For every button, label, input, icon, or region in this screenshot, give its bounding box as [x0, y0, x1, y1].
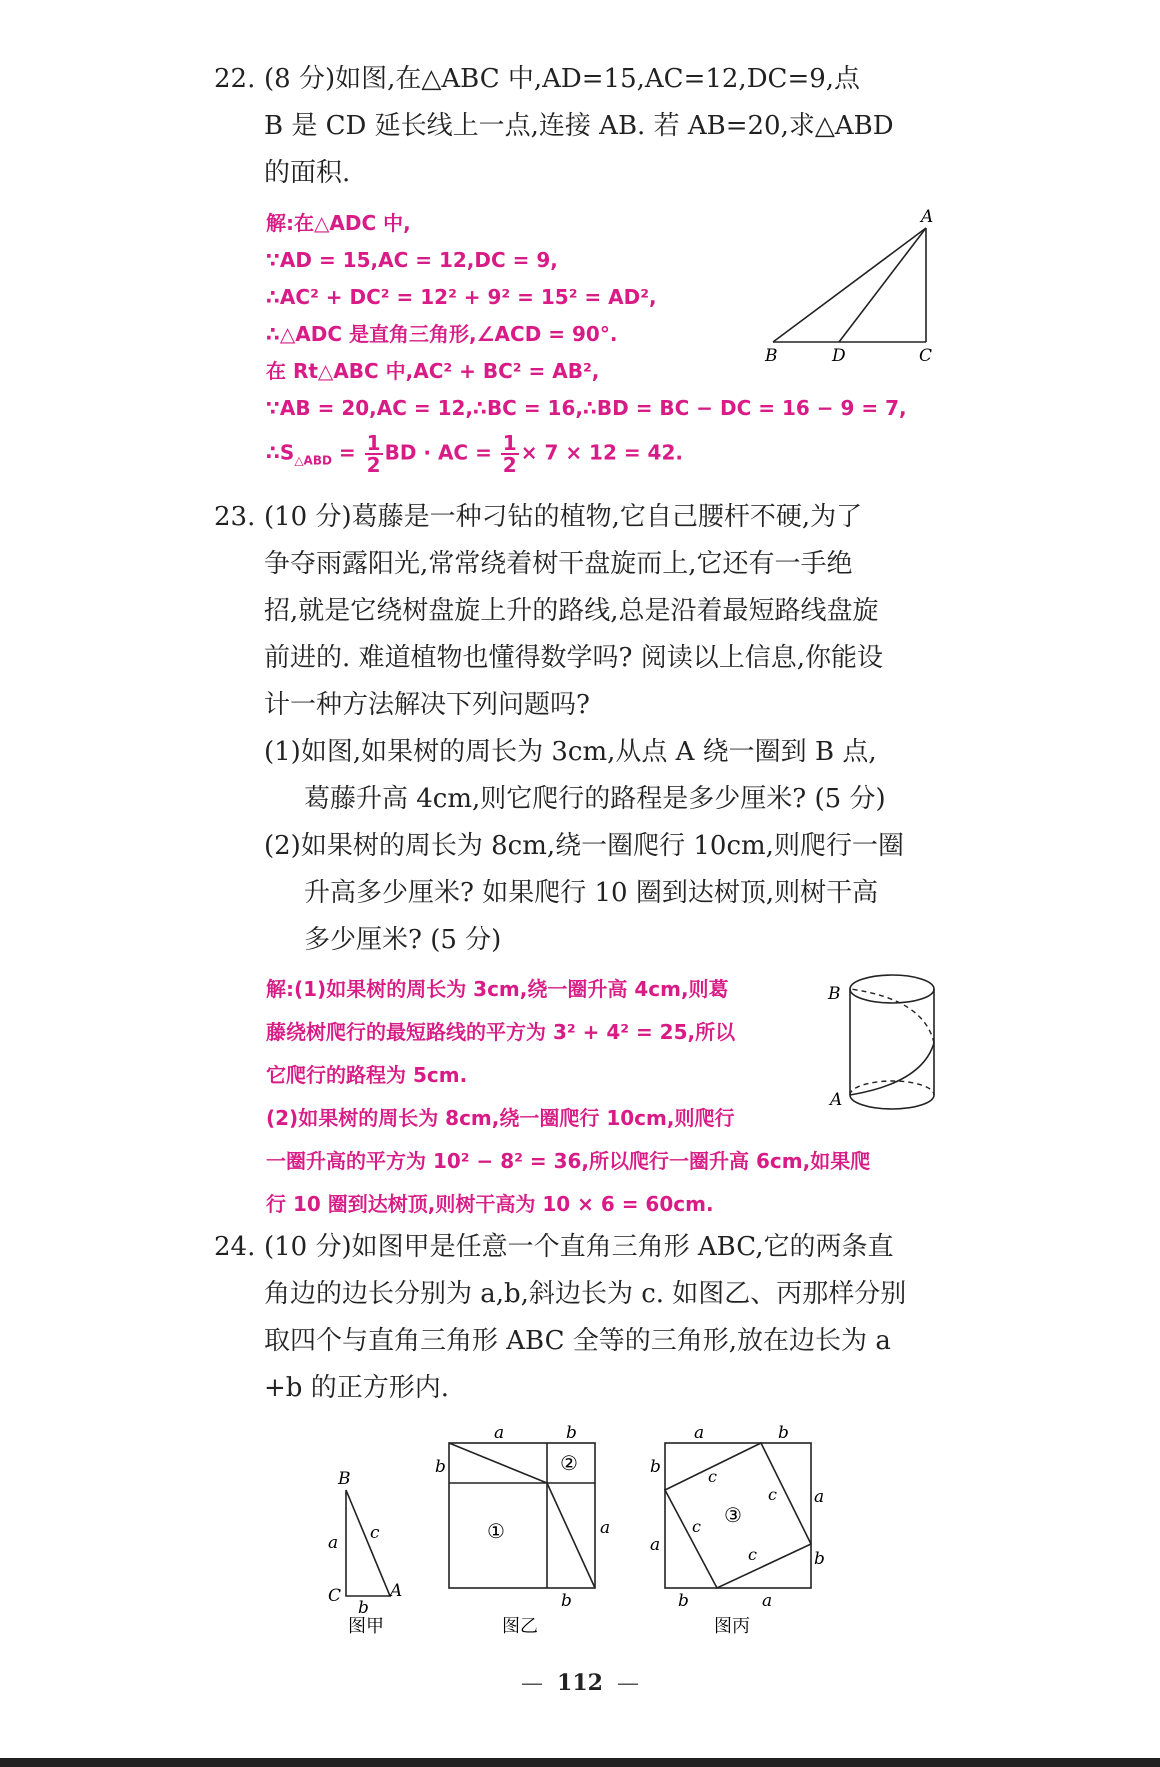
side-label-c: c [708, 1467, 717, 1486]
problem-text-line: +b 的正方形内. [264, 1373, 449, 1403]
problem-text-line: (10 分)葛藤是一种刁钻的植物,它自己腰杆不硬,为了 [264, 502, 863, 532]
figure-bing [648, 1420, 838, 1640]
problem-23 [216, 494, 936, 964]
subquestion-1: (1)如图,如果树的周长为 3cm,从点 A 绕一圈到 B 点, 葛藤升高 4cm,则它爬行的路程是多少厘米? (5 分) [264, 737, 886, 814]
point-label-a: A [921, 207, 934, 227]
problem-text-line: 角边的边长分别为 a,b,斜边长为 c. 如图乙、丙那样分别 [264, 1279, 907, 1309]
point-label-d: D [832, 346, 846, 366]
problem-22 [216, 56, 936, 197]
solution-line: ∵AB = 20,AC = 12,∴BC = 16,∴BD = BC − DC = 16 − 9 = 7, [266, 396, 907, 420]
problem-text-line: 争夺雨露阳光,常常绕着树干盘旋而上,它还有一手绝 [264, 549, 853, 579]
problem-number: 24. [214, 1232, 256, 1262]
cylinder-figure [822, 965, 942, 1120]
side-label: b [650, 1457, 661, 1477]
figure-caption: 图丙 [714, 1616, 750, 1637]
solution-line: 解:在△ADC 中, [266, 211, 411, 235]
problem-number: 22. [214, 64, 256, 94]
triangle-abd-figure [755, 200, 955, 370]
problem-number: 23. [214, 502, 256, 532]
problem-text-line: 招,就是它绕树盘旋上升的路线,总是沿着最短路线盘旋 [264, 596, 879, 626]
region-label: ① [487, 1519, 505, 1543]
figure-yi [432, 1420, 622, 1640]
side-label-a: a [328, 1533, 339, 1553]
solution-line: ∵AD = 15,AC = 12,DC = 9, [266, 248, 558, 272]
side-label: a [650, 1535, 661, 1555]
side-label-c: c [748, 1545, 757, 1564]
side-label: b [566, 1423, 577, 1443]
side-label: a [814, 1487, 825, 1507]
point-label-a: A [830, 1090, 843, 1110]
problem-text-line: 前进的. 难道植物也懂得数学吗? 阅读以上信息,你能设 [264, 643, 883, 673]
problem-text-line: (8 分)如图,在△ABC 中,AD=15,AC=12,DC=9,点 [264, 64, 861, 94]
side-label: b [778, 1423, 789, 1443]
side-label: b [678, 1591, 689, 1611]
side-label: a [494, 1423, 505, 1443]
fraction: $\frac{1}{2}$ [366, 431, 381, 477]
problem-text-line: 的面积. [264, 158, 351, 188]
solution-line: 解:(1)如果树的周长为 3cm,绕一圈升高 4cm,则葛 [266, 977, 729, 1001]
solution-line: 一圈升高的平方为 10² − 8² = 36,所以爬行一圈升高 6cm,如果爬 [266, 1149, 871, 1173]
point-label-b: B [765, 346, 778, 366]
page-number: 112 [557, 1670, 603, 1696]
side-label: b [814, 1549, 825, 1569]
problem-24 [216, 1224, 936, 1412]
side-label-b: b [358, 1598, 369, 1618]
side-label-c: c [768, 1485, 777, 1504]
point-label-a: A [390, 1581, 403, 1601]
side-label-c: c [370, 1523, 380, 1543]
problem-text-line: (10 分)如图甲是任意一个直角三角形 ABC,它的两条直 [264, 1232, 894, 1262]
side-label: b [561, 1591, 572, 1611]
solution-line: ∴△ADC 是直角三角形,∠ACD = 90°. [266, 322, 618, 346]
point-label-c: C [328, 1586, 342, 1606]
figure-caption: 图甲 [348, 1616, 384, 1637]
problem-text-line: 取四个与直角三角形 ABC 全等的三角形,放在边长为 a [264, 1326, 891, 1356]
fraction: $\frac{1}{2}$ [502, 431, 517, 477]
side-label-c: c [692, 1517, 701, 1536]
page-footer: — 112 — [521, 1670, 639, 1696]
problem-text-line: 计一种方法解决下列问题吗? [264, 690, 590, 720]
side-label: a [600, 1518, 611, 1538]
subquestion-2: (2)如果树的周长为 8cm,绕一圈爬行 10cm,则爬行一圈 升高多少厘米? 如果爬行 10 圈到达树顶,则树干高 多少厘米? (5 分) [264, 831, 904, 955]
solution-line: (2)如果树的周长为 8cm,绕一圈爬行 10cm,则爬行 [266, 1106, 735, 1130]
solution-line: ∴AC² + DC² = 12² + 9² = 15² = AD², [266, 285, 657, 309]
solution-line: 在 Rt△ABC 中,AC² + BC² = AB², [266, 359, 600, 383]
region-label: ② [560, 1451, 578, 1475]
point-label-b: B [338, 1469, 351, 1489]
solution-line: 藤绕树爬行的最短路线的平方为 3² + 4² = 25,所以 [266, 1020, 736, 1044]
area-formula: $\therefore S_{\triangle ABD}$ = $\frac{1}{2}$ BD · AC = $\frac{1}{2}$ × 7 × 12 = 42. [266, 431, 683, 477]
bottom-bar [0, 1758, 1160, 1767]
region-label: ③ [724, 1503, 742, 1527]
side-label: b [435, 1457, 446, 1477]
side-label: a [762, 1591, 773, 1611]
problem-text-line: B 是 CD 延长线上一点,连接 AB. 若 AB=20,求△ABD [264, 111, 894, 141]
figure-caption: 图乙 [502, 1616, 538, 1637]
solution-line: 它爬行的路程为 5cm. [266, 1063, 468, 1087]
point-label-b: B [828, 984, 841, 1004]
side-label: a [694, 1423, 705, 1443]
point-label-c: C [919, 346, 933, 366]
solution-23 [266, 968, 870, 1226]
solution-line: 行 10 圈到达树顶,则树干高为 10 × 6 = 60cm. [266, 1192, 714, 1216]
figure-jia [318, 1460, 418, 1640]
